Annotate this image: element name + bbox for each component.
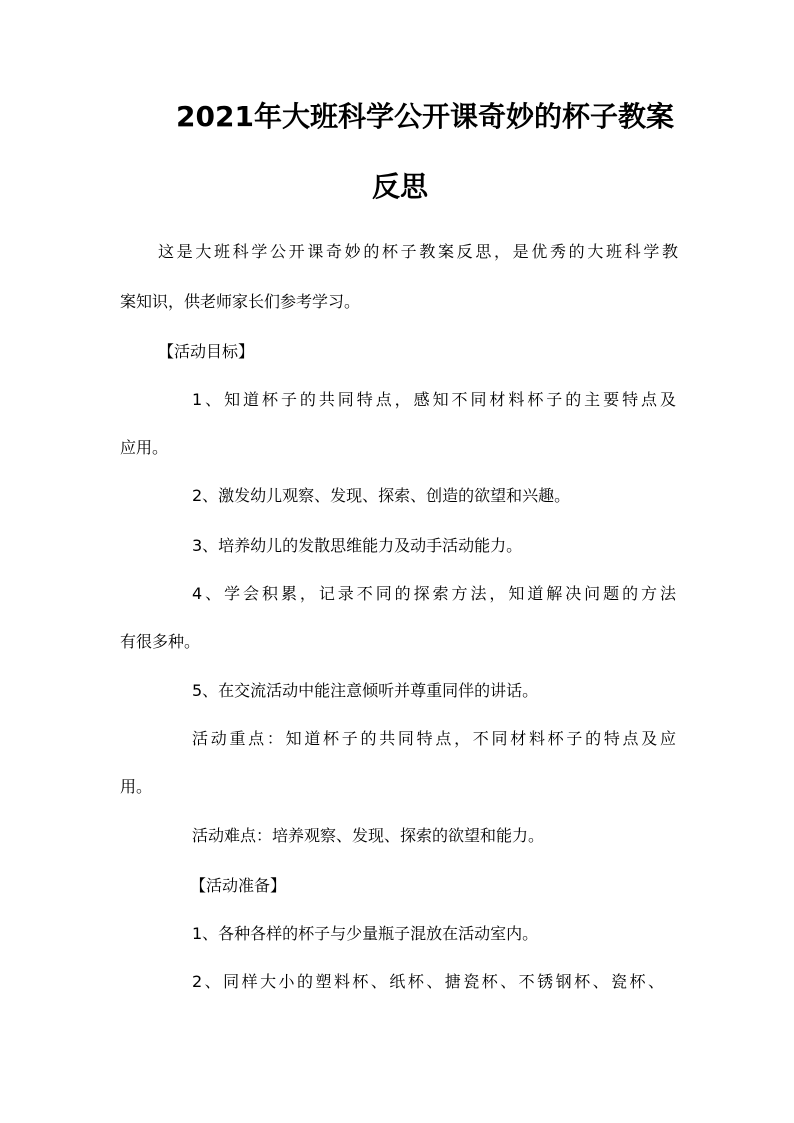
- section-heading-preparation: 【活动准备】: [190, 876, 287, 895]
- intro-paragraph-line-1: 这是大班科学公开课奇妙的杯子教案反思，是优秀的大班科学教: [158, 242, 678, 261]
- goal-4-line-2: 有很多种。: [120, 632, 201, 651]
- intro-paragraph-line-2: 案知识，供老师家长们参考学习。: [120, 292, 361, 311]
- preparation-2: 2、同样大小的塑料杯、纸杯、搪瓷杯、不锈钢杯、瓷杯、: [192, 972, 664, 991]
- document-title-line-2: 反思: [371, 170, 428, 203]
- goal-4-line-1: 4、学会积累，记录不同的探索方法，知道解决问题的方法: [192, 584, 676, 603]
- difficulty-point: 活动难点：培养观察、发现、探索的欲望和能力。: [192, 826, 545, 845]
- document-title-line-1: 2021年大班科学公开课奇妙的杯子教案: [176, 100, 674, 133]
- key-point-line-2: 用。: [120, 777, 153, 796]
- goal-5: 5、在交流活动中能注意倾听并尊重同伴的讲话。: [192, 681, 539, 700]
- goal-2: 2、激发幼儿观察、发现、探索、创造的欲望和兴趣。: [192, 486, 571, 505]
- section-heading-goals: 【活动目标】: [158, 342, 255, 361]
- goal-1-line-1: 1、知道杯子的共同特点，感知不同材料杯子的主要特点及: [192, 390, 676, 409]
- goal-3: 3、培养幼儿的发散思维能力及动手活动能力。: [192, 536, 523, 555]
- preparation-1: 1、各种各样的杯子与少量瓶子混放在活动室内。: [192, 924, 539, 943]
- key-point-line-1: 活动重点：知道杯子的共同特点，不同材料杯子的特点及应: [192, 729, 676, 748]
- goal-1-line-2: 应用。: [120, 438, 169, 457]
